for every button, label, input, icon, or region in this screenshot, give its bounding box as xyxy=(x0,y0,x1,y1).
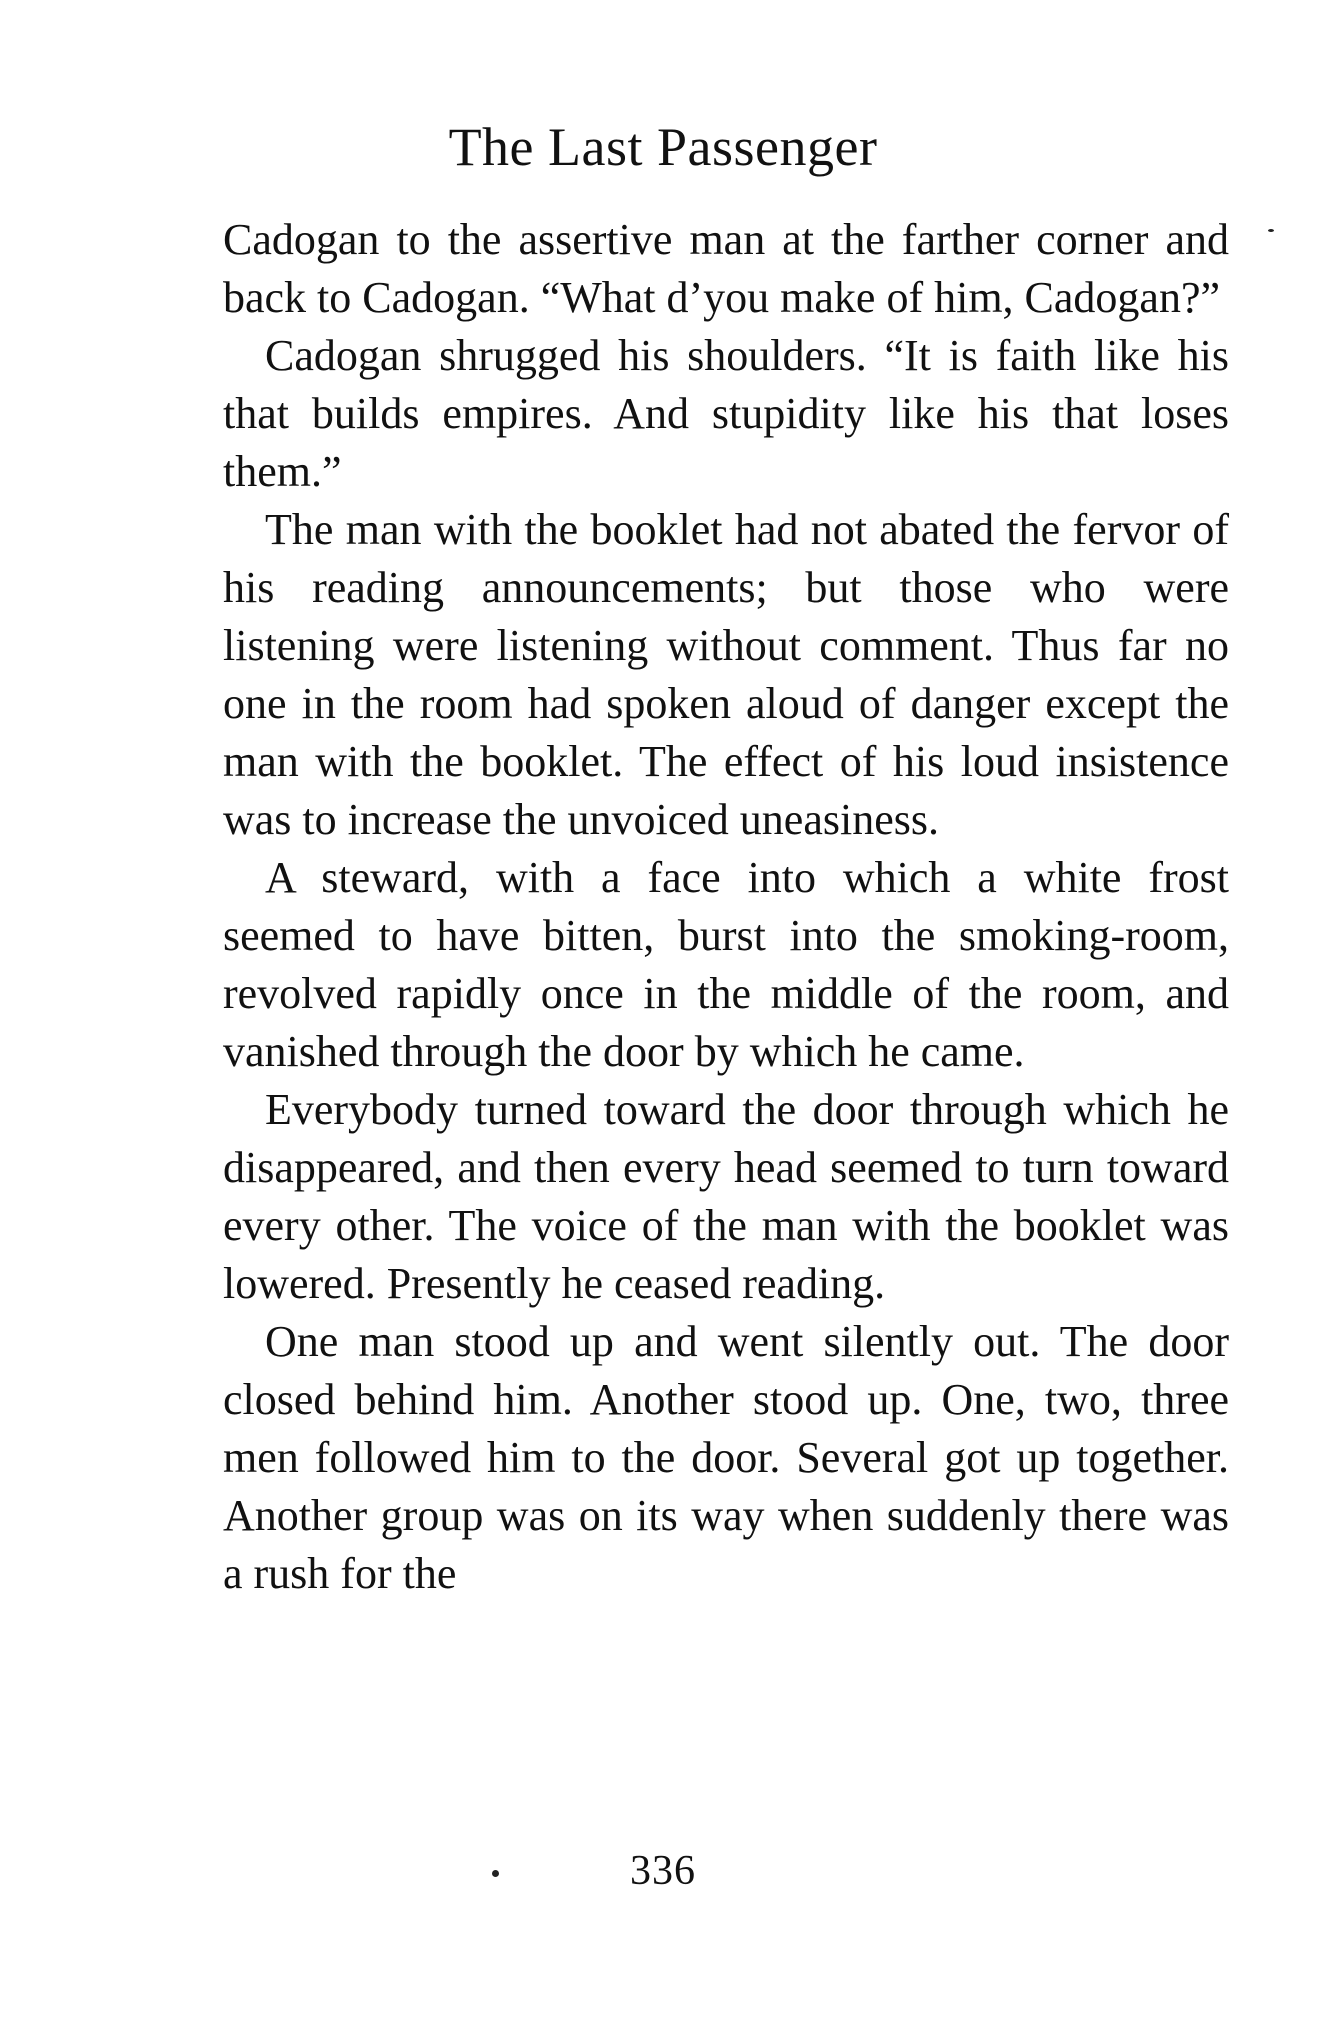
page-number: 336 xyxy=(630,1848,696,1894)
paragraph: Cadogan shrugged his shoulders. “It is faith like his that builds empires. And stupidity like his that loses them.” xyxy=(223,331,1229,496)
ink-speck xyxy=(1268,229,1274,232)
paragraph: One man stood up and went silently out. The door closed behind him. Another stood up. One, two, three men followed him to the door. Several got up together. Another group was on its way when suddenly there was a rush for the xyxy=(223,1317,1229,1598)
paragraph: A steward, with a face into which a white frost seemed to have bitten, burst into the smoking-room, revolved rapidly once in the middle of the room, and vanished through the door by which he came. xyxy=(223,853,1229,1076)
body-text xyxy=(223,211,1229,1603)
paragraph: Cadogan to the assertive man at the farther corner and back to Cadogan. “What d’you make of him, Cadogan?” xyxy=(223,215,1229,322)
paragraph: Everybody turned toward the door through which he disappeared, and then every head seemed to turn toward every other. The voice of the man with the booklet was lowered. Presently he ceased reading. xyxy=(223,1085,1229,1308)
ink-speck xyxy=(492,1870,499,1877)
running-head: The Last Passenger xyxy=(448,117,878,177)
paragraph: The man with the booklet had not abated the fervor of his reading announcements; but those who were listening were listening without comment. Thus far no one in the room had spoken aloud of danger except the man with the booklet. The effect of his loud insistence was to increase the unvoiced uneasiness. xyxy=(223,505,1229,844)
